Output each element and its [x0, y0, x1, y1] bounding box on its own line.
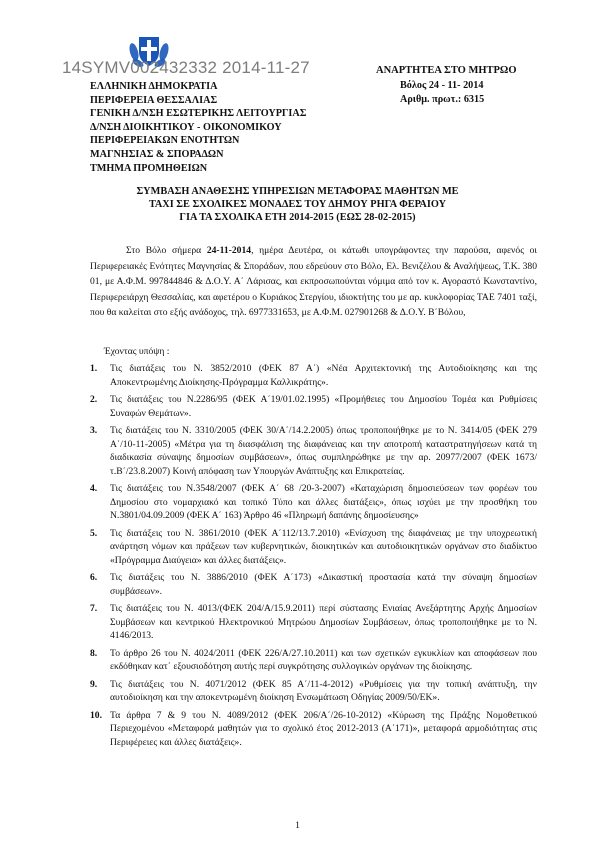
- legal-basis-item: [90, 424, 537, 478]
- item-text: Τις διατάξεις του Ν. 4013/(ΦΕΚ 204/Α/15.9.2011) περί σύστασης Ενιαίας Ανεξάρτητης Αρχής Δημοσίων Συμβάσεων και κεντρικού Ηλεκτρονικού Μητρώου Δημοσίων Συμβάσεων, όπως τροποποιήθηκε με το Ν. 4146/2013.: [110, 603, 537, 641]
- contract-title: [60, 185, 535, 225]
- legal-basis-item: [90, 709, 537, 750]
- item-number: 10.: [90, 709, 102, 721]
- item-text: Τις διατάξεις του Ν. 3310/2005 (ΦΕΚ 30/Α΄/14.2.2005) όπως τροποποιήθηκε με το Ν. 3414/05 (ΦΕΚ 279 Α΄/10-11-2005) «Μέτρα για τη διασφάλιση της διαφάνειας και την αποτροπή καταστρατηγήσεων κατά τη διαδικασία σύναψης δημοσίων συμβάσεων», όπως συμπληρώθηκε με την αρ. 20977/2007 (ΦΕΚ 1673/τ.Β΄/23.8.2007) Κοινή απόφαση των Υπουργών Ανάπτυξης και Επικρατείας.: [110, 425, 537, 477]
- document-date: Βόλος 24 - 11- 2014: [400, 80, 484, 92]
- item-number: 4.: [90, 483, 98, 494]
- page-number: 1: [295, 820, 300, 831]
- issuer-line: ΜΑΓΝΗΣΙΑΣ & ΣΠΟΡΑΔΩΝ: [90, 148, 224, 160]
- intro-text-start: Στο Βόλο σήμερα: [126, 245, 207, 256]
- item-number: 9.: [90, 678, 98, 690]
- registry-posting-note: ΑΝΑΡΤΗΤΕΑ ΣΤΟ ΜΗΤΡΩΟ: [376, 65, 517, 76]
- item-text: Τα άρθρα 7 & 9 του Ν. 4089/2012 (ΦΕΚ 206/Α΄/26-10-2012) «Κύρωση της Πράξης Νομοθετικού Περιεχομένου «Μεταφορά μαθητών για το σχολικό έτος 2012-2013 (Α΄171)», μεταφορά αρμοδιότητας στις Περιφέρειες και άλλες διατάξεις».: [110, 709, 537, 748]
- legal-basis-list: [90, 362, 537, 753]
- issuer-line: Δ/ΝΣΗ ΔΙΟΙΚΗΤΙΚΟΥ - ΟΙΚΟΝΟΜΙΚΟΥ: [90, 121, 282, 133]
- item-text: Τις διατάξεις του Ν.3548/2007 (ΦΕΚ Α΄ 68 /20-3-2007) «Καταχώριση δημοσιεύσεων των φορέων του Δημοσίου στο νομαρχιακό και τοπικό Τύπο και άλλες διατάξεις», όπως ισχύει με την προσθήκη του Ν.3801/04.09.2009 (ΦΕΚ Α΄ 163) Άρθρο 46 «Πληρωμή δαπάνης δημοσίευσης»: [110, 483, 537, 521]
- item-text: Τις διατάξεις του Ν. 3861/2010 (ΦΕΚ Α΄112/13.7.2010) «Ενίσχυση της διαφάνειας με την υποχρεωτική ανάρτηση νόμων και πράξεων των κυβερνητικών, διοικητικών και αυτοδιοικητικών οργάνων στο διαδίκτυο «Πρόγραμμα Διαύγεια» και άλλες διατάξεις».: [110, 527, 537, 566]
- item-number: 1.: [90, 363, 98, 374]
- item-text: Τις διατάξεις του Ν. 4071/2012 (ΦΕΚ 85 Α΄/11-4-2012) «Ρυθμίσεις για την τοπική ανάπτυξη, την αυτοδιοίκηση και την αποκεντρωμένη διοίκηση Ενσωμάτωση Οδηγίας 2009/50/ΕΚ».: [110, 678, 537, 703]
- item-number: 5.: [90, 527, 98, 539]
- legal-basis-item: [90, 393, 537, 420]
- issuer-line: ΕΛΛΗΝΙΚΗ ΔΗΜΟΚΡΑΤΙΑ: [90, 81, 218, 92]
- issuer-line: ΓΕΝΙΚΗ Δ/ΝΣΗ ΕΣΩΤΕΡΙΚΗΣ ΛΕΙΤΟΥΡΓΙΑΣ: [90, 108, 307, 120]
- item-number: 8.: [90, 647, 98, 659]
- item-number: 6.: [90, 572, 98, 583]
- issuer-line: ΠΕΡΙΦΕΡΕΙΑΚΩΝ ΕΝΟΤΗΤΩΝ: [90, 135, 240, 147]
- document-meta-block: [376, 64, 546, 106]
- contract-date: 24-11-2014: [206, 245, 252, 256]
- intro-text-rest: , ημέρα Δευτέρα, οι κάτωθι υπογράφοντες την παρούσα, αφενός οι Περιφερειακές Ενότητες Μαγνησίας & Σποράδων, που εδρεύουν στο Βόλο, Ελ. Βενιζέλου & Αναλήψεως, Τ.Κ. 380 01, με Α.Φ.Μ. 997844846 & Δ.Ο.Υ. Α΄ Λάρισας, και εκπροσωπούνται νόμιμα από τον κ. Αγοραστό Κωνσταντίνο, Περιφερειάρχη Θεσσαλίας, και αφετέρου ο Κυριάκος Στεργίου, ιδιοκτήτης του με αρ. κυκλοφορίας ΤΑΕ 7401 ταξί, που θα καλείται στο εξής ανάδοχος, τηλ. 6977331653, με Α.Φ.Μ. 027901268 & Δ.Ο.Υ. Β΄Βόλου,: [90, 245, 538, 319]
- legal-basis-item: [90, 527, 537, 568]
- issuing-authority-block: [90, 80, 390, 175]
- item-text: Τις διατάξεις του Ν. 3852/2010 (ΦΕΚ 87 Α΄) «Νέα Αρχιτεκτονική της Αυτοδιοίκησης και της Αποκεντρωμένης Διοίκησης-Πρόγραμμα Καλλικράτης».: [110, 363, 537, 388]
- legal-basis-item: [90, 571, 537, 598]
- contract-intro-paragraph: [90, 243, 537, 321]
- title-line: ΣΥΜΒΑΣΗ ΑΝΑΘΕΣΗΣ ΥΠΗΡΕΣΙΩΝ ΜΕΤΑΦΟΡΑΣ ΜΑΘΗΤΩΝ ΜΕ: [136, 186, 459, 197]
- title-line: ΓΙΑ ΤΑ ΣΧΟΛΙΚΑ ΕΤΗ 2014-2015 (ΕΩΣ 28-02-2015): [179, 212, 416, 224]
- document-id-watermark: 14SYMV002432332 2014-11-27: [62, 58, 310, 77]
- legal-basis-item: [90, 602, 537, 643]
- legal-basis-item: [90, 678, 537, 705]
- item-number: 2.: [90, 394, 98, 405]
- considering-label: Έχοντας υπόψη :: [104, 346, 170, 357]
- legal-basis-item: [90, 647, 537, 674]
- legal-basis-item: [90, 362, 537, 389]
- issuer-line: ΠΕΡΙΦΕΡΕΙΑ ΘΕΣΣΑΛΙΑΣ: [90, 94, 218, 106]
- legal-basis-item: [90, 482, 537, 523]
- item-number: 3.: [90, 425, 98, 436]
- issuer-line: ΤΜΗΜΑ ΠΡΟΜΗΘΕΙΩΝ: [90, 162, 208, 174]
- item-text: Τις διατάξεις του Ν.2286/95 (ΦΕΚ Α΄19/01.02.1995) «Προμήθειες του Δημοσίου Τομέα και Ρυθμίσεις Συναφών Θεμάτων».: [110, 394, 537, 419]
- item-number: 7.: [90, 603, 98, 614]
- protocol-number: Αριθμ. πρωτ.: 6315: [400, 93, 485, 105]
- title-line: ΤΑΧΙ ΣΕ ΣΧΟΛΙΚΕΣ ΜΟΝΑΔΕΣ ΤΟΥ ΔΗΜΟΥ ΡΗΓΑ ΦΕΡΑΙΟΥ: [148, 199, 447, 211]
- item-text: Τις διατάξεις του Ν. 3886/2010 (ΦΕΚ Α΄173) «Δικαστική προστασία κατά την σύναψη δημοσίων συμβάσεων».: [110, 572, 537, 597]
- item-text: Το άρθρο 26 του Ν. 4024/2011 (ΦΕΚ 226/Α/27.10.2011) και των σχετικών εγκυκλίων και αποφάσεων που εκδόθηκαν κατ΄ εξουσιοδότηση αυτής περί συγκρότησης συλλογικών οργάνων της διοίκησης.: [110, 647, 537, 672]
